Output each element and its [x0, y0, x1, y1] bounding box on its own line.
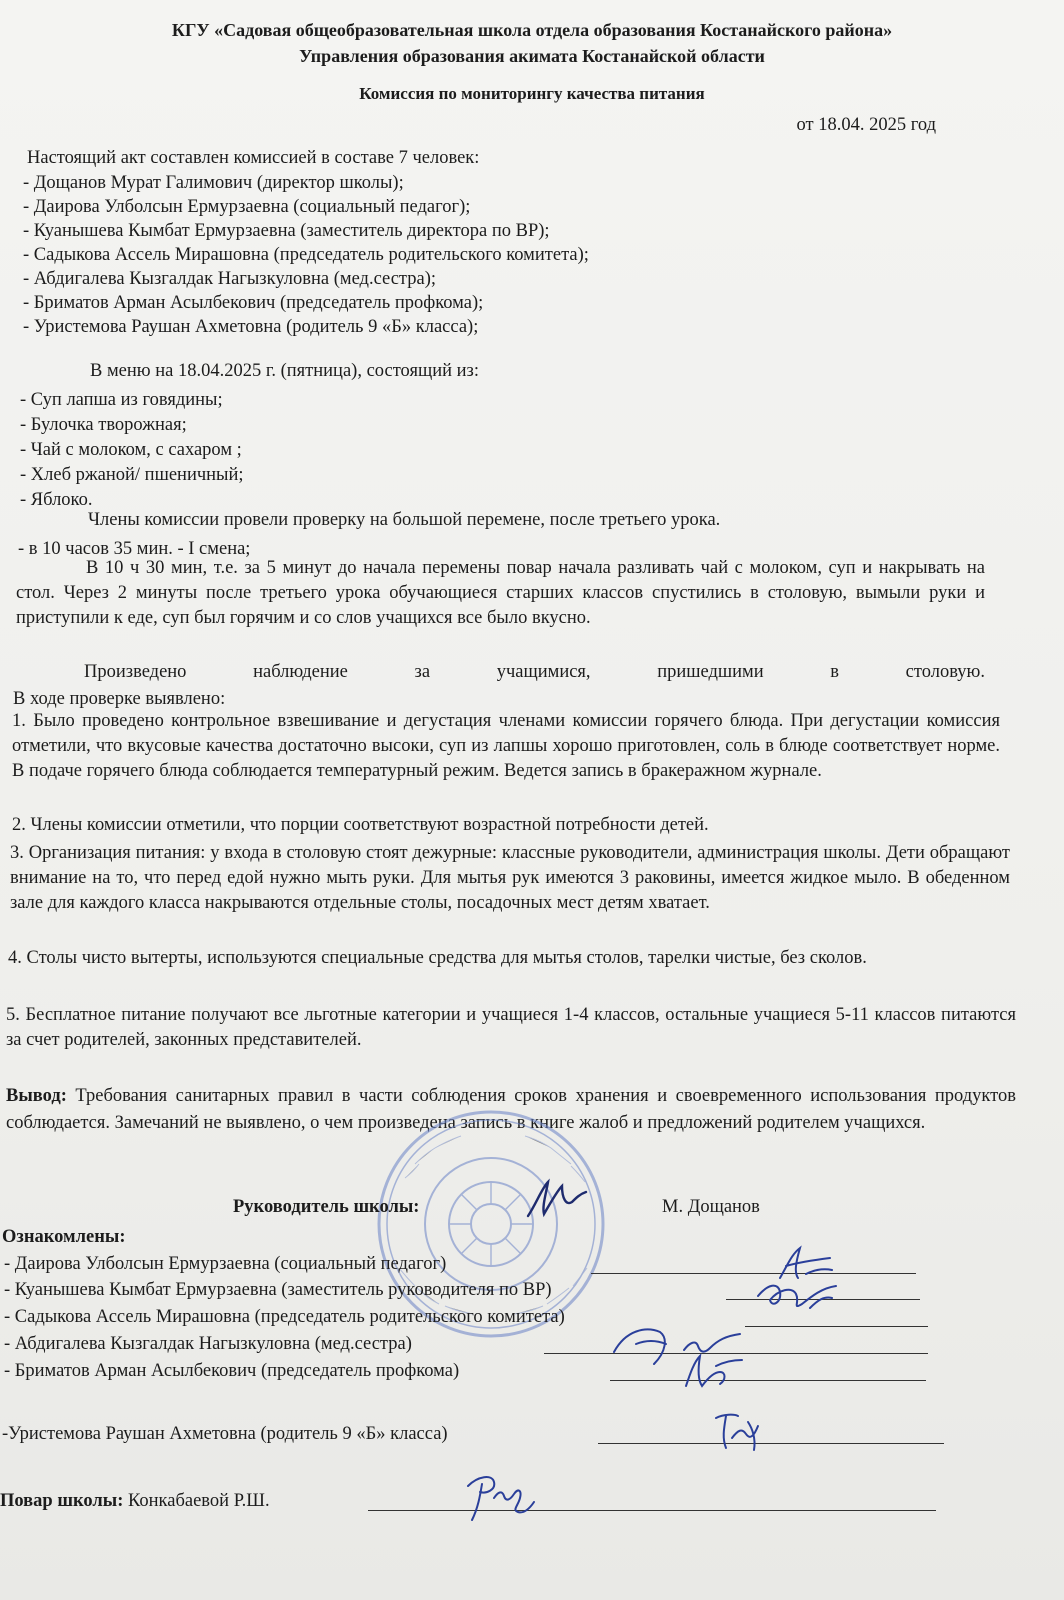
director-signature-icon: [522, 1176, 592, 1226]
acquainted-item: -Уристемова Раушан Ахметовна (родитель 9 «Б» класса): [2, 1424, 448, 1444]
director-label: Руководитель школы:: [233, 1197, 420, 1217]
acquainted-label: Ознакомлены:: [2, 1227, 126, 1247]
member-item: - Даирова Улболсын Ермурзаевна (социальный педагог);: [23, 197, 471, 217]
shift-text: - в 10 часов 35 мин. - I смена;: [18, 539, 251, 559]
signature-line: [598, 1443, 944, 1444]
observation-text: Произведено наблюдение за учащимися, пришедшими в столовую.: [84, 662, 985, 682]
conclusion-label: Вывод:: [6, 1086, 67, 1106]
acquainted-item: - Бриматов Арман Асылбекович (председатель профкома): [4, 1361, 460, 1381]
acquainted-item: - Даирова Улболсын Ермурзаевна (социальный педагог): [4, 1254, 447, 1274]
finding-2: 2. Члены комиссии отметили, что порции соответствуют возрастной потребности детей.: [12, 815, 709, 835]
org-name-line1: КГУ «Садовая общеобразовательная школа отдела образования Костанайского района»: [171, 20, 893, 40]
org-name-line2: Управления образования акимата Костанайской области: [299, 46, 765, 66]
commission-title: Комиссия по мониторингу качества питания: [359, 84, 705, 103]
signature-line: [368, 1510, 936, 1511]
member-item: - Абдигалева Кызгалдак Нагызкуловна (мед.сестра);: [23, 269, 436, 289]
menu-item: - Суп лапша из говядины;: [20, 390, 223, 410]
menu-intro: В меню на 18.04.2025 г. (пятница), состоящий из:: [90, 361, 479, 381]
finding-1: 1. Было проведено контрольное взвешивание и дегустация членами комиссии горячего блюда. При дегустации комиссия отметили, что вкусовые качества достаточно высоки, суп из лапшы хорошо приготовлен, соль в блюде соответствует норме. В подаче горячего блюда соблюдается температурный режим. Ведется запись в бракеражном журнале.: [12, 711, 1000, 781]
signature-line: [745, 1326, 928, 1327]
cook-label: Повар школы:: [0, 1491, 124, 1511]
acquainted-item: - Садыкова Ассель Мирашовна (председатель родительского комитета): [4, 1307, 565, 1327]
conclusion-text: Требования санитарных правил в части соблюдения сроков хранения и своевременного использования продуктов соблюдается. Замечаний не выявлено, о чем произведена запись в книге жалоб и предложений родителем учащихся.: [6, 1086, 1016, 1133]
director-name: М. Дощанов: [662, 1197, 760, 1217]
finding-3: 3. Организация питания: у входа в столовую стоят дежурные: классные руководители, администрация школы. Дети обращают внимание на то, что перед едой нужно мыть руки. Для мытья рук имеются 3 раковины, имеется жидкое мыло. В обеденном зале для каждого класса накрываются отдельные столы, посадочных мест детям хватает.: [10, 843, 1010, 913]
menu-item: - Чай с молоком, с сахаром ;: [20, 440, 242, 460]
findings-heading: В ходе проверке выявлено:: [13, 689, 226, 709]
menu-item: - Булочка творожная;: [20, 415, 187, 435]
member-item: - Садыкова Ассель Мирашовна (председатель родительского комитета);: [23, 245, 589, 265]
member-item: - Куанышева Кымбат Ермурзаевна (заместитель директора по ВР);: [23, 221, 550, 241]
check-text: Члены комиссии провели проверку на большой перемене, после третьего урока.: [88, 510, 721, 530]
menu-item: - Яблоко.: [20, 490, 93, 510]
cook-line: [0, 1490, 270, 1512]
cook-signature-icon: [458, 1470, 538, 1526]
finding-4: 4. Столы чисто вытерты, используются специальные средства для мытья столов, тарелки чистые, без сколов.: [8, 948, 867, 968]
signature-icon: [708, 1408, 768, 1452]
signature-line: [610, 1380, 926, 1381]
intro-text: Настоящий акт составлен комиссией в составе 7 человек:: [27, 148, 480, 168]
acquainted-item: - Куанышева Кымбат Ермурзаевна (заместитель руководителя по ВР): [4, 1280, 552, 1300]
paragraph-1: В 10 ч 30 мин, т.е. за 5 минут до начала перемены повар начала разливать чай с молоком, суп и накрывать на стол. Через 2 минуты после третьего урока обучающиеся старших классов спустились в столовую, вымыли руки и приступили к еде, суп был горячим и со слов учащихся все было вкусно.: [16, 558, 985, 628]
cook-name: Конкабаевой Р.Ш.: [127, 1491, 270, 1511]
menu-item: - Хлеб ржаной/ пшеничный;: [20, 465, 244, 485]
signature-icon: [752, 1274, 842, 1318]
finding-5: 5. Бесплатное питание получают все льготные категории и учащиеся 1-4 классов, остальные учащиеся 5-11 классов питаются за счет родителей, законных представителей.: [6, 1005, 1016, 1050]
act-date: от 18.04. 2025 год: [796, 115, 936, 135]
member-item: - Уристемова Раушан Ахметовна (родитель 9 «Б» класса);: [23, 317, 479, 337]
signature-icon: [676, 1350, 746, 1394]
member-item: - Дощанов Мурат Галимович (директор школы);: [23, 173, 404, 193]
member-item: - Бриматов Арман Асылбекович (председатель профкома);: [23, 293, 484, 313]
acquainted-item: - Абдигалева Кызгалдак Нагызкуловна (мед.сестра): [4, 1334, 412, 1354]
